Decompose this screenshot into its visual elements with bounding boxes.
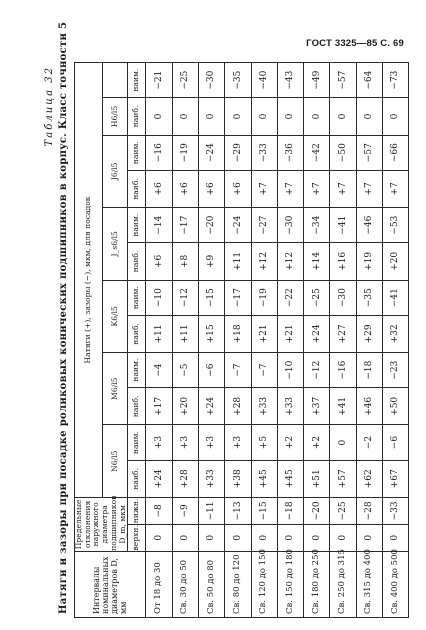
cell-value: +20 [172,388,198,425]
cell-value: +45 [251,460,277,497]
cell-interval: Св. 80 до 120 [225,551,251,617]
cell-value: +21 [251,315,277,352]
cell-value: −57 [356,135,382,170]
cell-value: 0 [330,425,356,460]
cell-value: 0 [225,98,251,135]
cell-value: −18 [356,353,382,388]
cell-value: −33 [382,497,408,524]
cell-value: −25 [172,63,198,98]
cell-value: +33 [198,460,224,497]
cell-value: −16 [330,353,356,388]
cell-value: −50 [330,135,356,170]
cell-value: −30 [330,280,356,315]
cell-value: +29 [356,315,382,352]
cell-value: −8 [146,497,172,524]
table-caption: Таблица 32 [44,66,55,147]
cell-interval: Св. 315 до 400 [356,551,382,617]
cell-value: 0 [146,98,172,135]
cell-value: −28 [356,497,382,524]
cell-value: +5 [251,425,277,460]
cell-value: −36 [277,135,303,170]
header-min: наим. [128,353,146,388]
cell-value: −40 [251,63,277,98]
cell-interval: Св. 400 до 500 [382,551,408,617]
cell-value: +6 [198,170,224,207]
cell-interval: Св. 250 до 315 [330,551,356,617]
cell-value: −18 [277,497,303,524]
header-fit: J_s6/l5 [102,208,127,280]
cell-value: +37 [304,388,330,425]
header-min: наим. [128,425,146,460]
cell-value: −41 [382,280,408,315]
cell-value: +18 [225,315,251,352]
header-max: наиб. [128,98,146,135]
cell-value: 0 [356,98,382,135]
cell-value: −19 [172,135,198,170]
cell-value: −64 [356,63,382,98]
cell-value: +33 [251,388,277,425]
cell-value: +16 [330,243,356,280]
cell-value: −7 [225,353,251,388]
cell-value: +6 [225,170,251,207]
cell-value: −46 [356,208,382,243]
cell-value: −20 [304,497,330,524]
cell-value: −57 [330,63,356,98]
cell-value: +6 [172,170,198,207]
cell-value: −2 [356,425,382,460]
cell-value: −35 [356,280,382,315]
cell-value: +7 [382,170,408,207]
header-min: наим. [128,135,146,170]
header-fit: J6/l5 [102,135,127,207]
cell-value: +3 [225,425,251,460]
cell-value: +41 [330,388,356,425]
table-body [146,63,409,618]
cell-value: +3 [198,425,224,460]
cell-value: 0 [198,98,224,135]
cell-value: −23 [382,353,408,388]
cell-value: 0 [146,524,172,551]
cell-value: +57 [330,460,356,497]
header-fit: N6/l5 [102,425,127,497]
header-max: наиб. [128,243,146,280]
table-title: Натяги и зазоры при посадке роликовых конических подшипников в корпус. Класс точности 5 [58,21,69,614]
cell-value: −9 [172,497,198,524]
tolerance-table [74,62,409,618]
header-lower: нижн. [128,497,146,524]
cell-value: −30 [277,208,303,243]
cell-value: 0 [251,98,277,135]
cell-value: +24 [304,315,330,352]
cell-value: −53 [382,208,408,243]
cell-value: −7 [251,353,277,388]
cell-value: −25 [330,497,356,524]
cell-value: −17 [172,208,198,243]
cell-value: 0 [330,524,356,551]
cell-value: +62 [356,460,382,497]
cell-value: −66 [382,135,408,170]
table-row [146,63,172,618]
cell-interval: Св. 150 до 180 [277,551,303,617]
cell-value: −49 [304,63,330,98]
cell-value: −14 [146,208,172,243]
cell-value: −15 [198,280,224,315]
cell-value: +21 [277,315,303,352]
cell-value: −13 [225,497,251,524]
cell-value: −19 [251,280,277,315]
table-row [198,63,224,618]
cell-value: −41 [330,208,356,243]
cell-value: +11 [146,315,172,352]
cell-value: −73 [382,63,408,98]
cell-value: +11 [172,315,198,352]
header-min: наим. [128,280,146,315]
page-header: ГОСТ 3325—85 С. 69 [306,38,404,49]
cell-value: +6 [146,243,172,280]
cell-value: −27 [251,208,277,243]
header-max: наиб. [128,315,146,352]
cell-value: +7 [330,170,356,207]
cell-value: −11 [198,497,224,524]
cell-value: −6 [382,425,408,460]
cell-value: −34 [304,208,330,243]
cell-value: +2 [304,425,330,460]
table-row [277,63,303,618]
cell-value: +24 [146,460,172,497]
cell-value: +15 [198,315,224,352]
header-min: наим. [128,63,146,98]
cell-value: −6 [198,353,224,388]
header-fit-group: Натяги (+), зазоры (−), мкм, для посадок [75,63,103,498]
cell-interval: Св. 120 до 150 [251,551,277,617]
header-upper: верхн. [128,524,146,551]
cell-value: +12 [277,243,303,280]
cell-value: +7 [356,170,382,207]
cell-value: +32 [382,315,408,352]
cell-value: −35 [225,63,251,98]
cell-value: +51 [304,460,330,497]
cell-value: −24 [198,135,224,170]
header-max: наиб. [128,460,146,497]
cell-value: −10 [277,353,303,388]
cell-value: +8 [172,243,198,280]
header-fit-spacer [102,63,127,98]
table-row [251,63,277,618]
header-fit: M6/l5 [102,353,127,425]
table-row [356,63,382,618]
cell-value: +20 [382,243,408,280]
cell-value: −5 [172,353,198,388]
table-row [330,63,356,618]
cell-interval: От 18 до 30 [146,551,172,617]
cell-value: −24 [225,208,251,243]
cell-value: −17 [225,280,251,315]
cell-value: −10 [146,280,172,315]
table-row [382,63,408,618]
cell-value: −12 [172,280,198,315]
cell-value: 0 [304,98,330,135]
cell-value: +9 [198,243,224,280]
cell-value: +45 [277,460,303,497]
subheader-row [128,63,146,618]
cell-value: −20 [198,208,224,243]
cell-value: +6 [146,170,172,207]
cell-value: −22 [277,280,303,315]
cell-value: −33 [251,135,277,170]
header-deviation: Предельные отклонения наружного диаметра подшипников D_m, мкм [74,495,127,551]
cell-value: +27 [330,315,356,352]
cell-value: 0 [251,524,277,551]
cell-value: 0 [304,524,330,551]
cell-value: −43 [277,63,303,98]
cell-value: −21 [146,63,172,98]
cell-value: +46 [356,388,382,425]
cell-value: 0 [225,524,251,551]
cell-value: +17 [146,388,172,425]
cell-value: +33 [277,388,303,425]
cell-value: −16 [146,135,172,170]
cell-value: 0 [277,98,303,135]
cell-value: +2 [277,425,303,460]
cell-value: −12 [304,353,330,388]
table-row [225,63,251,618]
cell-interval: Св. 50 до 80 [198,551,224,617]
cell-value: +7 [304,170,330,207]
cell-value: −30 [198,63,224,98]
cell-value: +28 [225,388,251,425]
cell-value: +28 [172,460,198,497]
header-interval: Интервалы номинальных диаметров D, мм [75,551,146,617]
header-max: наиб. [128,170,146,207]
cell-value: +24 [198,388,224,425]
cell-value: 0 [382,98,408,135]
cell-value: +67 [382,460,408,497]
cell-value: +3 [172,425,198,460]
cell-value: +14 [304,243,330,280]
cell-value: 0 [198,524,224,551]
cell-value: +3 [146,425,172,460]
header-min: наим. [128,208,146,243]
header-max: наиб. [128,388,146,425]
cell-interval: Св. 180 до 250 [304,551,330,617]
cell-interval: Св. 30 до 50 [172,551,198,617]
cell-value: 0 [382,524,408,551]
header-fit: K6/l5 [102,280,127,352]
cell-value: +38 [225,460,251,497]
cell-value: 0 [172,524,198,551]
cell-value: 0 [330,98,356,135]
cell-value: +7 [277,170,303,207]
cell-value: +7 [251,170,277,207]
cell-value: +50 [382,388,408,425]
table-row [172,63,198,618]
header-fit: H6/l5 [102,98,127,135]
cell-value: +11 [225,243,251,280]
cell-value: −4 [146,353,172,388]
cell-value: 0 [356,524,382,551]
cell-value: −25 [304,280,330,315]
cell-value: −42 [304,135,330,170]
table-row [304,63,330,618]
cell-value: +19 [356,243,382,280]
cell-value: +12 [251,243,277,280]
cell-value: 0 [277,524,303,551]
cell-value: −29 [225,135,251,170]
cell-value: −15 [251,497,277,524]
cell-value: 0 [172,98,198,135]
